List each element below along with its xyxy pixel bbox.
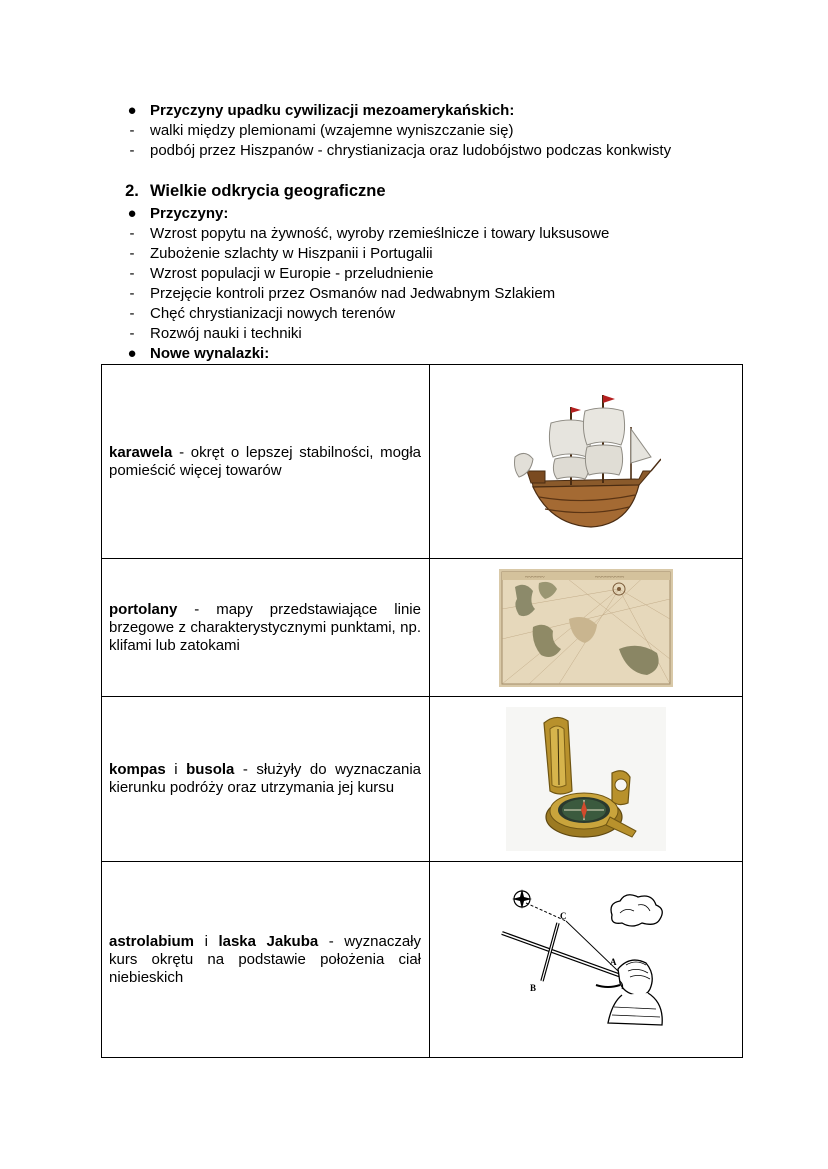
inventions-heading: Nowe wynalazki:	[150, 345, 270, 362]
section-number: 2.	[125, 182, 139, 200]
list-item-text: Przejęcie kontroli przez Osmanów nad Jedwabnym Szlakiem	[150, 285, 556, 302]
term-separator: -	[234, 761, 257, 778]
invention-image-cell	[430, 862, 743, 1058]
table-row	[102, 862, 743, 1058]
invention-term: kompas	[109, 761, 166, 778]
invention-term-2: laska Jakuba	[218, 932, 319, 950]
causes-heading: Przyczyny:	[150, 205, 229, 222]
portolan-map-icon	[499, 569, 673, 687]
section-title-text: Wielkie odkrycia geograficzne	[150, 182, 386, 200]
term-separator: -	[172, 443, 191, 461]
compass-icon	[506, 707, 666, 851]
invention-image-cell	[430, 559, 743, 697]
list-item-text: Wzrost populacji w Europie - przeludnienie	[150, 265, 434, 282]
invention-text: wyznaczały kurs okrętu na podstawie położenia ciał niebieskich	[109, 932, 421, 986]
invention-term-2: busola	[186, 761, 235, 778]
term-separator: -	[318, 932, 345, 950]
star-icon	[512, 889, 532, 909]
bullet-marker: ●	[127, 102, 137, 119]
svg-text:~~~~~~~~~: ~~~~~~~~~	[595, 574, 625, 581]
invention-term: astrolabium	[109, 932, 195, 950]
invention-description	[102, 365, 430, 559]
dash-marker: -	[129, 265, 135, 282]
invention-text: służyły do wyznaczania kierunku podróży oraz utrzymania jej kursu	[109, 761, 422, 796]
list-item-text: podbój przez Hiszpanów - chrystianizacja oraz ludobójstwo podczas konkwisty	[150, 142, 672, 159]
bullet-marker: ●	[127, 345, 137, 362]
inventions-table	[101, 364, 743, 1058]
figure-label: C	[560, 910, 567, 921]
list-item-text: walki między plemionami (wzajemne wyniszczanie się)	[150, 122, 514, 139]
figure-label: B	[530, 982, 537, 993]
svg-text:~~~~~~: ~~~~~~	[525, 574, 545, 581]
table-row	[102, 559, 743, 697]
figure-label: A	[610, 956, 617, 967]
invention-text: mapy przedstawiające linie brzegowe z charakterystycznymi punktami, np. klifami lub zatokami	[109, 600, 421, 654]
term-conjunction: i	[194, 932, 219, 950]
section-heading: Przyczyny upadku cywilizacji mezoamerykańskich:	[150, 102, 515, 119]
list-item-text: Zubożenie szlachty w Hiszpanii i Portugalii	[150, 245, 433, 262]
dash-marker: -	[129, 305, 135, 322]
invention-image-cell	[430, 697, 743, 862]
table-row	[102, 697, 743, 862]
dash-marker: -	[129, 225, 135, 242]
list-item-text: Wzrost popytu na żywność, wyroby rzemieślnicze i towary luksusowe	[150, 225, 610, 242]
dash-marker: -	[129, 142, 135, 159]
dash-marker: -	[129, 245, 135, 262]
invention-term: karawela	[109, 443, 173, 461]
caravel-ship-icon	[511, 387, 661, 537]
invention-image-cell	[430, 365, 743, 559]
dash-marker: -	[129, 325, 135, 342]
list-item-text: Rozwój nauki i techniki	[150, 325, 302, 342]
invention-term: portolany	[109, 600, 178, 618]
jacobs-staff-woodcut-icon	[496, 885, 676, 1035]
list-item-text: Chęć chrystianizacji nowych terenów	[150, 305, 396, 322]
dash-marker: -	[129, 122, 135, 139]
invention-text: okręt o lepszej stabilności, mogła pomieścić więcej towarów	[109, 443, 421, 479]
bullet-marker: ●	[127, 205, 137, 222]
table-row	[102, 365, 743, 559]
invention-description	[102, 559, 430, 697]
dash-marker: -	[129, 285, 135, 302]
invention-description	[102, 862, 430, 1058]
term-separator: -	[177, 600, 217, 618]
invention-description	[102, 697, 430, 862]
cloud-icon	[611, 894, 662, 925]
term-conjunction: i	[165, 761, 187, 778]
